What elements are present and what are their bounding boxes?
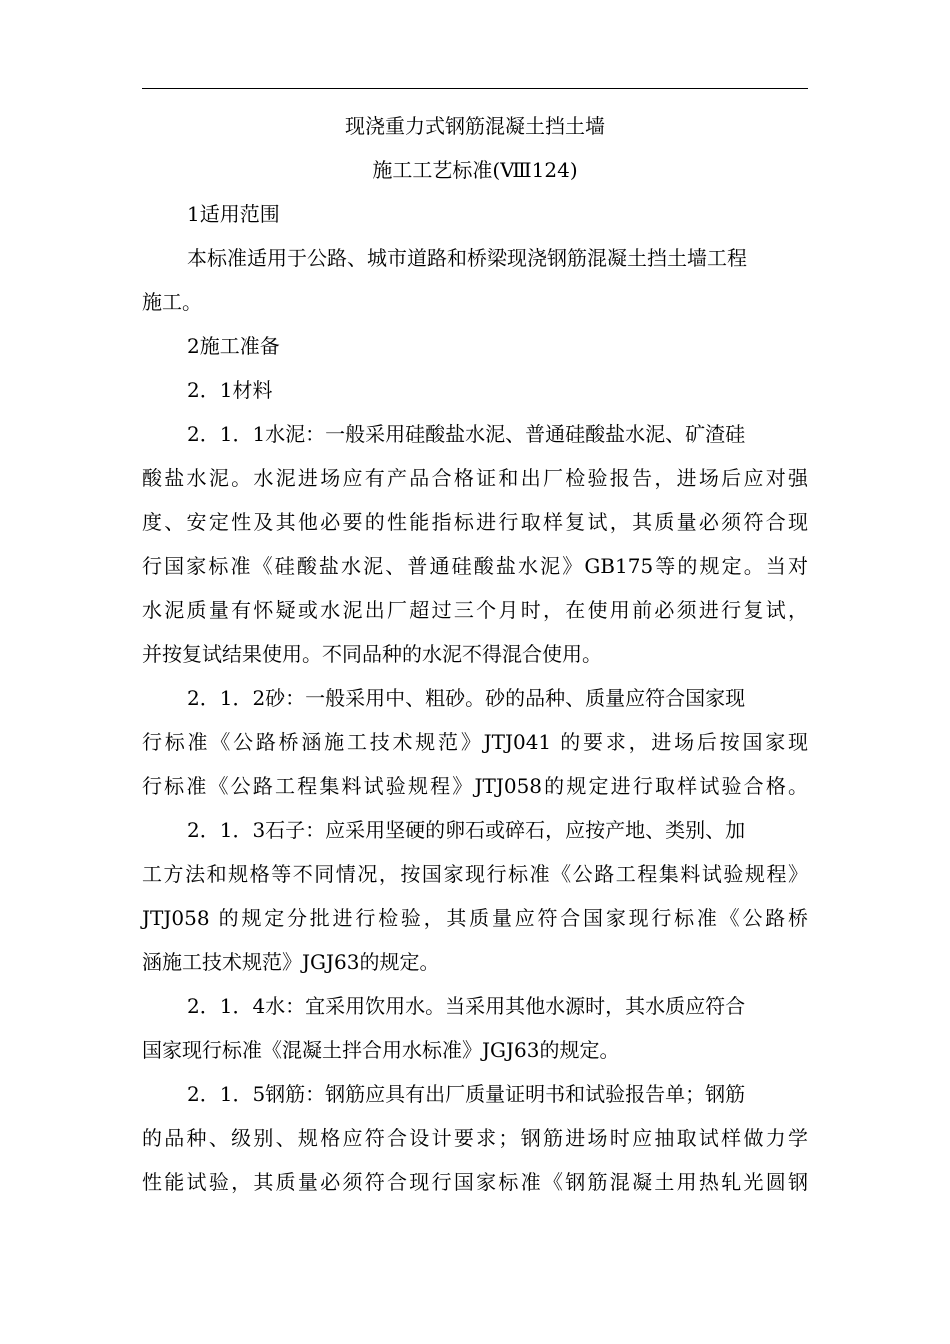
paragraph-line: 2．1．5钢筋：钢筋应具有出厂质量证明书和试验报告单；钢筋 (187, 1082, 746, 1106)
section-heading: 2施工准备 (187, 334, 280, 358)
paragraph-line: 行国家标准《硅酸盐水泥、普通硅酸盐水泥》GB175等的规定。当对 (142, 554, 808, 578)
paragraph-line: 工方法和规格等不同情况，按国家现行标准《公路工程集料试验规程》 (142, 862, 808, 886)
header-rule (142, 88, 808, 89)
document-title: 现浇重力式钢筋混凝土挡土墙 (345, 114, 605, 138)
paragraph-line: 本标准适用于公路、城市道路和桥梁现浇钢筋混凝土挡土墙工程 (187, 246, 747, 270)
paragraph-line: 国家现行标准《混凝土拌合用水标准》JGJ63的规定。 (142, 1038, 620, 1062)
paragraph-line: 2．1．4水：宜采用饮用水。当采用其他水源时，其水质应符合 (187, 994, 746, 1018)
paragraph-line: 度、安定性及其他必要的性能指标进行取样复试，其质量必须符合现 (142, 510, 808, 534)
paragraph-line: 水泥质量有怀疑或水泥出厂超过三个月时，在使用前必须进行复试， (142, 598, 808, 622)
document-subtitle: 施工工艺标准(Ⅷ124) (372, 158, 578, 182)
paragraph-line: 2．1．2砂：一般采用中、粗砂。砂的品种、质量应符合国家现 (187, 686, 746, 710)
section-heading: 1适用范围 (187, 202, 280, 226)
paragraph-line: 行标准《公路工程集料试验规程》JTJ058的规定进行取样试验合格。 (142, 774, 808, 798)
paragraph-line: 涵施工技术规范》JGJ63的规定。 (142, 950, 440, 974)
paragraph-line: 施工。 (142, 290, 202, 314)
paragraph-line: JTJ058 的规定分批进行检验，其质量应符合国家现行标准《公路桥 (142, 906, 808, 930)
paragraph-line: 2．1．1水泥：一般采用硅酸盐水泥、普通硅酸盐水泥、矿渣硅 (187, 422, 746, 446)
paragraph-line: 2．1．3石子：应采用坚硬的卵石或碎石，应按产地、类别、加 (187, 818, 746, 842)
paragraph-line: 的品种、级别、规格应符合设计要求；钢筋进场时应抽取试样做力学 (142, 1126, 808, 1150)
paragraph-line: 并按复试结果使用。不同品种的水泥不得混合使用。 (142, 642, 602, 666)
paragraph-line: 性能试验，其质量必须符合现行国家标准《钢筋混凝土用热轧光圆钢 (142, 1170, 808, 1194)
paragraph-line: 酸盐水泥。水泥进场应有产品合格证和出厂检验报告，进场后应对强 (142, 466, 808, 490)
paragraph-line: 行标准《公路桥涵施工技术规范》JTJ041 的要求，进场后按国家现 (142, 730, 808, 754)
subsection-heading: 2．1材料 (187, 378, 273, 402)
